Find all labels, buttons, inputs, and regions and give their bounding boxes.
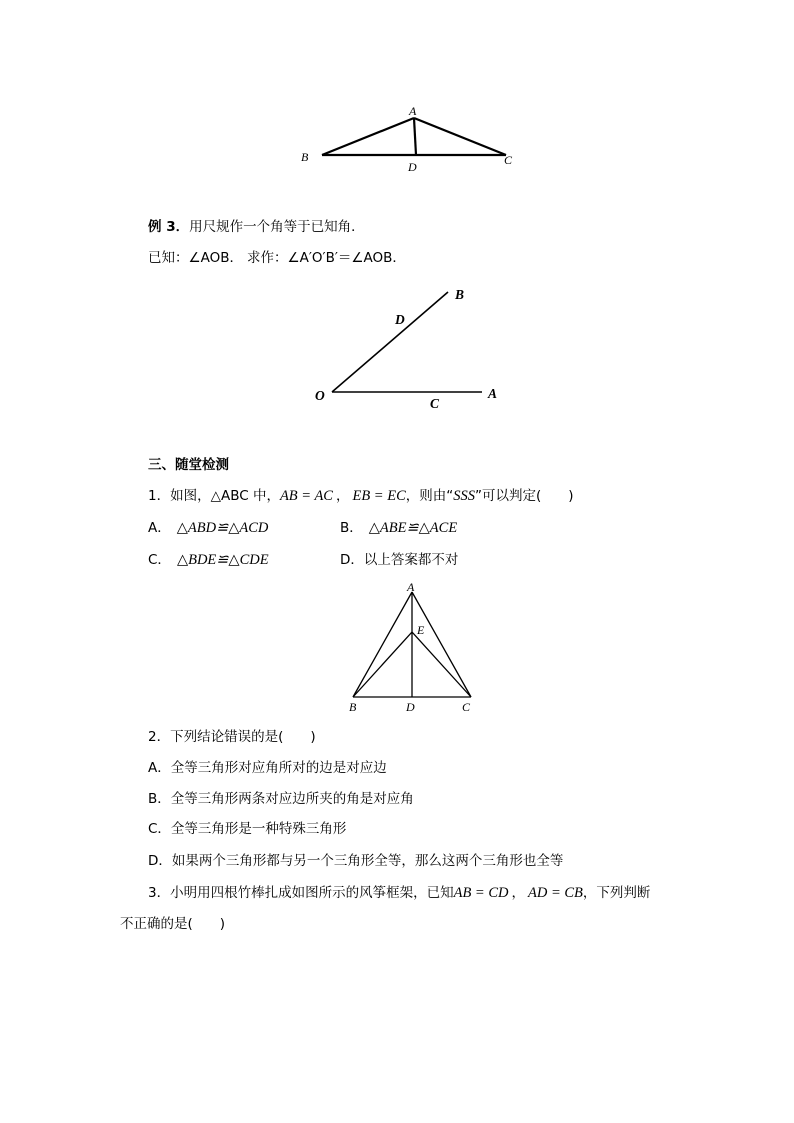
q3-suffix: ，下列判断 (582, 885, 651, 901)
q1-option-b-text: △ABE≌△ACE (368, 520, 458, 536)
q3-line-2: 不正确的是( ) (120, 916, 226, 932)
section-title: 三、随堂检测 (148, 457, 229, 473)
q3-sep: ， (511, 885, 525, 901)
segment-ce (412, 632, 471, 697)
example3-text: 用尺规作一个角等于已知角． (189, 219, 365, 235)
question-3 (148, 884, 650, 902)
label-a: A (407, 580, 415, 594)
q3-expr-ab-cd: AB = CD (453, 885, 509, 901)
q1-mid: ，则由“ (405, 488, 454, 504)
question-2: 2．下列结论错误的是( ) (148, 729, 316, 745)
label-d: D (395, 312, 405, 327)
q2-option-c: C．全等三角形是一种特殊三角形 (148, 821, 347, 837)
q1-expr-eb-ec: EB = EC (352, 488, 406, 504)
q3-prefix: 3．小明用四根竹棒扎成如图所示的风筝框架，已知 (148, 885, 454, 901)
label-b: B (455, 287, 465, 302)
label-c: C (504, 153, 513, 167)
label-a: A (488, 386, 498, 401)
known-prefix: 已知： (148, 250, 189, 266)
find-angle: ∠A′O′B′＝∠AOB． (287, 250, 406, 266)
label-c: C (462, 700, 471, 714)
label-c: C (430, 396, 440, 411)
segment-ac (412, 592, 471, 697)
q2-option-b: B．全等三角形两条对应边所夹的角是对应角 (148, 791, 414, 807)
label-b: B (349, 700, 357, 714)
q1-sep: ， (335, 488, 350, 504)
q1-option-d: D．以上答案都不对 (340, 552, 459, 568)
q1-option-a-text: △ABD≌△ACD (176, 520, 269, 536)
q1-expr-ab-ac: AB = AC (279, 488, 333, 504)
find-prefix: 求作： (247, 250, 288, 266)
label-d: D (408, 160, 417, 174)
q3-expr-ad-cb: AD = CB (528, 885, 583, 901)
label-a: A (409, 104, 417, 118)
label-b: B (301, 150, 309, 164)
q1-option-b-label: B． (340, 520, 363, 536)
segment-ab (353, 592, 412, 697)
q1-prefix: 1．如图，△ABC 中， (148, 488, 280, 504)
q1-option-c-label: C． (148, 552, 171, 568)
q1-expr-sss: SSS (453, 488, 475, 504)
q1-suffix: ”可以判定( ) (475, 488, 574, 504)
q1-option-a-label: A． (148, 520, 171, 536)
example3-title: 例 3． (148, 219, 190, 235)
known-angle: ∠AOB． (188, 250, 243, 266)
q2-option-a: A．全等三角形对应角所对的边是对应边 (148, 760, 387, 776)
segment-be (353, 632, 412, 697)
label-d: D (406, 700, 415, 714)
q1-option-c-text: △BDE≌△CDE (176, 552, 269, 568)
q2-option-d: D．如果两个三角形都与另一个三角形全等，那么这两个三角形也全等 (148, 853, 564, 869)
label-e: E (417, 623, 425, 637)
label-o: O (315, 388, 325, 403)
